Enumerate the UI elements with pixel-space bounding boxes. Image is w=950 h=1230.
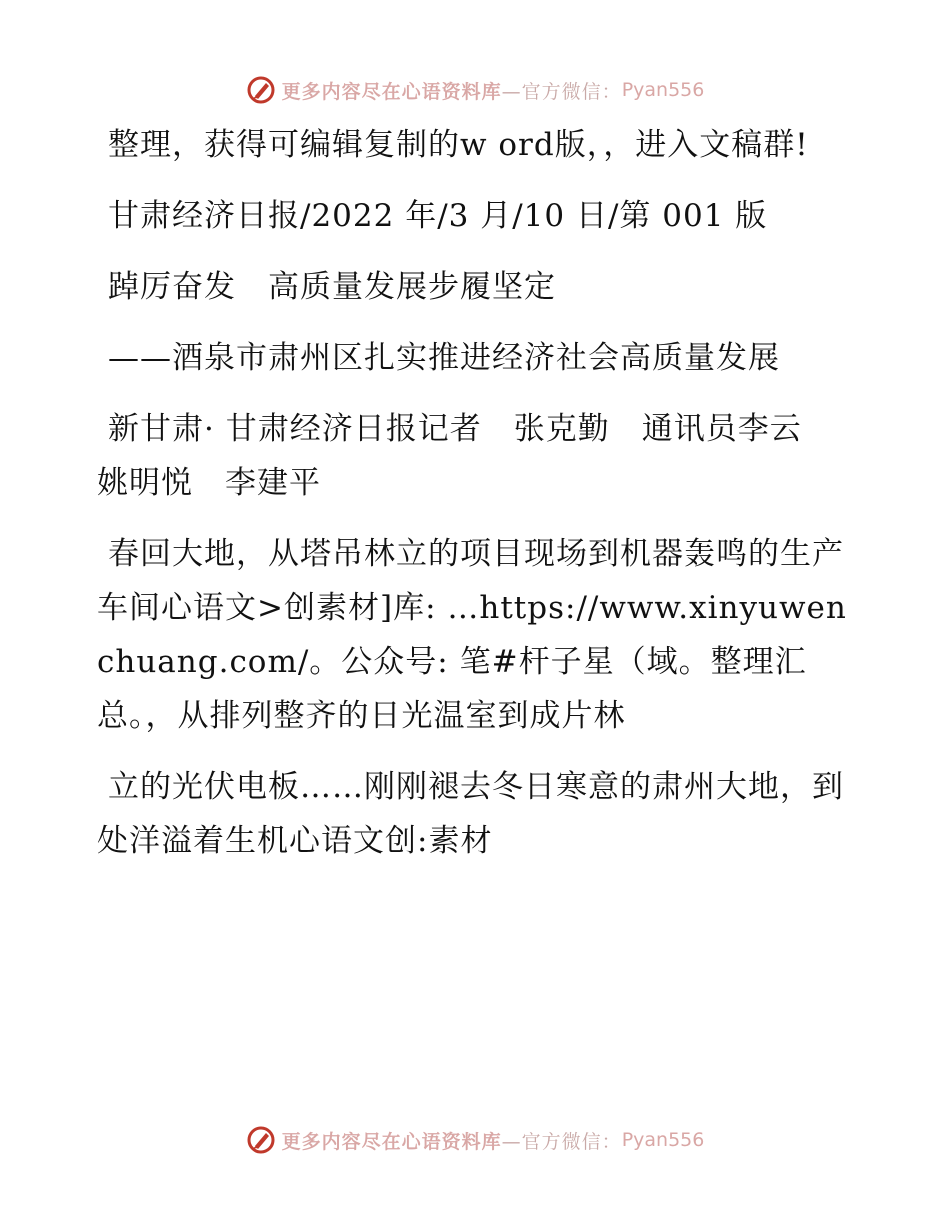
header-brand-text: 更多内容尽在心语资料库: [281, 80, 502, 103]
footer-brand-suffix: —官方微信：: [501, 1130, 622, 1153]
document-body: [97, 118, 857, 885]
footer-brand-id: Pyan556: [621, 1129, 705, 1151]
subheadline: ——酒泉市肃州区扎实推进经济社会高质量发展: [108, 340, 780, 376]
byline: 新甘肃· 甘肃经济日报记者 张克勤 通讯员李云 姚明悦 李建平: [97, 411, 834, 501]
header-brand-suffix: —官方微信：: [501, 80, 622, 103]
body-paragraph-1: 春回大地，从塔吊林立的项目现场到机器轰鸣的生产车间心语文>创素材]库: …https://www.xinyuwenchuang.com/。公众号: 笔#杆子星（域。整理汇总。，从排列整齐的日光温室到成片林: [97, 536, 847, 734]
intro-paragraph: 整理，获得可编辑复制的w ord版，，进入文稿群!: [108, 127, 809, 163]
header-brand-id: Pyan556: [621, 79, 705, 101]
source-line: 甘肃经济日报/2022 年/3 月/10 日/第 001 版: [108, 198, 768, 234]
body-paragraph-2: 立的光伏电板……刚刚褪去冬日寒意的肃州大地，到处洋溢着生机心语文创:素材: [97, 769, 844, 859]
brand-logo-icon: [246, 1125, 276, 1155]
footer-brand-text: 更多内容尽在心语资料库: [281, 1130, 502, 1153]
header-banner: [0, 70, 950, 110]
brand-logo-icon: [246, 75, 276, 105]
footer-banner: [0, 1120, 950, 1160]
headline: 踔厉奋发 高质量发展步履坚定: [108, 269, 556, 305]
